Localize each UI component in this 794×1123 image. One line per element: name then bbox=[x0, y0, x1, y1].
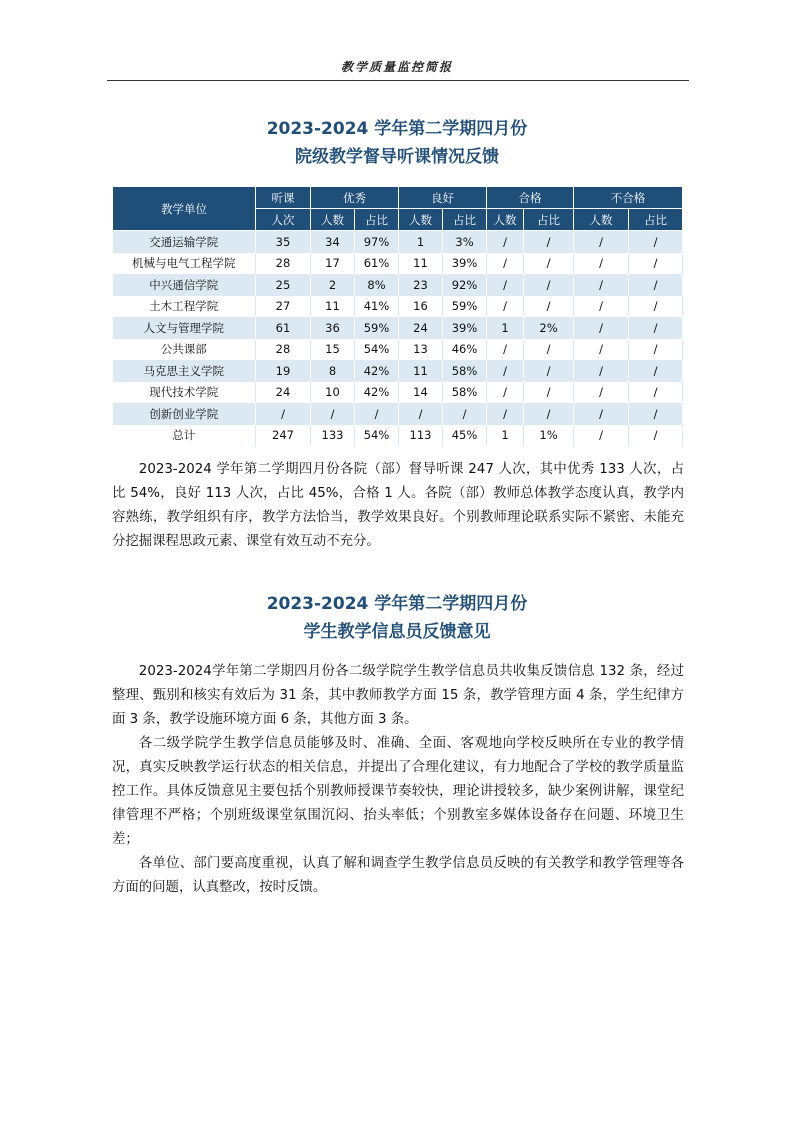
table-cell: 24 bbox=[399, 317, 443, 339]
table-cell: 23 bbox=[399, 274, 443, 296]
table-cell: / bbox=[487, 296, 524, 318]
table-cell-unit: 公共课部 bbox=[113, 339, 256, 361]
header-count: 人数 bbox=[487, 209, 524, 231]
table-cell: 16 bbox=[399, 296, 443, 318]
table-cell: / bbox=[629, 231, 683, 253]
header-ratio: 占比 bbox=[629, 209, 683, 231]
table-cell: 1 bbox=[399, 231, 443, 253]
table-cell: 27 bbox=[256, 296, 311, 318]
table-cell: 24 bbox=[256, 382, 311, 404]
header-listen-top: 听课 bbox=[256, 187, 311, 209]
table-cell: 61% bbox=[355, 253, 399, 275]
table-cell: 58% bbox=[443, 382, 487, 404]
table-cell: 39% bbox=[443, 253, 487, 275]
table-header-row-1 bbox=[113, 187, 683, 209]
table-cell: / bbox=[574, 253, 629, 275]
table-cell: / bbox=[574, 231, 629, 253]
header-count: 人数 bbox=[399, 209, 443, 231]
table-cell: / bbox=[487, 382, 524, 404]
section1-title-line1: 2023-2024 学年第二学期四月份 bbox=[266, 119, 528, 139]
table-cell: / bbox=[524, 296, 574, 318]
table-cell: / bbox=[524, 274, 574, 296]
table-cell: 28 bbox=[256, 253, 311, 275]
table-cell-unit: 总计 bbox=[113, 425, 256, 447]
table-cell: / bbox=[524, 382, 574, 404]
table-cell: 25 bbox=[256, 274, 311, 296]
table-row bbox=[113, 296, 683, 318]
table-cell: 11 bbox=[399, 360, 443, 382]
table-cell: 92% bbox=[443, 274, 487, 296]
table-cell: / bbox=[355, 403, 399, 425]
table-cell: 8 bbox=[311, 360, 355, 382]
table-cell: 28 bbox=[256, 339, 311, 361]
section2-paragraph-2: 各二级学院学生教学信息员能够及时、准确、全面、客观地向学校反映所在专业的教学情况，真实反映教学运行状态的相关信息，并提出了合理化建议，有力地配合了学校的教学质量监控工作。具体反馈意见主要包括个别教师授课节奏较快，理论讲授较多，缺少案例讲解，课堂纪律管理不严格；个别班级课堂氛围沉闷、抬头率低；个别教室多媒体设备存在问题、环境卫生差； bbox=[112, 736, 684, 847]
table-cell: 8% bbox=[355, 274, 399, 296]
section1-title-line2: 院级教学督导听课情况反馈 bbox=[295, 147, 499, 167]
section2-paragraph-3: 各单位、部门要高度重视，认真了解和调查学生教学信息员反映的有关教学和教学管理等各方面的问题，认真整改，按时反馈。 bbox=[112, 856, 684, 895]
table-cell-unit: 中兴通信学院 bbox=[113, 274, 256, 296]
table-cell: 45% bbox=[443, 425, 487, 447]
table-cell: 39% bbox=[443, 317, 487, 339]
table-row bbox=[113, 339, 683, 361]
table-cell: / bbox=[629, 296, 683, 318]
table-cell-unit: 机械与电气工程学院 bbox=[113, 253, 256, 275]
table-cell-unit: 马克思主义学院 bbox=[113, 360, 256, 382]
table-cell: / bbox=[256, 403, 311, 425]
header-good: 良好 bbox=[399, 187, 487, 209]
table-cell: / bbox=[487, 339, 524, 361]
table-cell: / bbox=[399, 403, 443, 425]
table-cell: 58% bbox=[443, 360, 487, 382]
table-cell: 3% bbox=[443, 231, 487, 253]
table-cell: / bbox=[574, 317, 629, 339]
table-cell: / bbox=[629, 317, 683, 339]
table-cell: 42% bbox=[355, 360, 399, 382]
table-cell: / bbox=[487, 274, 524, 296]
table-cell: / bbox=[574, 296, 629, 318]
table-cell: / bbox=[629, 339, 683, 361]
table-cell: / bbox=[487, 403, 524, 425]
table-cell: / bbox=[629, 403, 683, 425]
table-cell: 10 bbox=[311, 382, 355, 404]
table-cell: 133 bbox=[311, 425, 355, 447]
section2-title-line2: 学生教学信息员反馈意见 bbox=[303, 622, 491, 642]
table-cell: 41% bbox=[355, 296, 399, 318]
table-cell: 2 bbox=[311, 274, 355, 296]
table-cell: / bbox=[574, 382, 629, 404]
table-cell-unit: 人文与管理学院 bbox=[113, 317, 256, 339]
table-cell: 15 bbox=[311, 339, 355, 361]
table-cell: 59% bbox=[443, 296, 487, 318]
table-cell-unit: 交通运输学院 bbox=[113, 231, 256, 253]
header-count: 人数 bbox=[574, 209, 629, 231]
section1-paragraph: 2023-2024 学年第二学期四月份各院（部）督导听课 247 人次，其中优秀 133 人次，占比 54%，良好 113 人次，占比 45%，合格 1 人。各院（部）教师总体教学态度认真，教学内容熟练，教学组织有序，教学方法恰当，教学效果良好。个别教师理论联系实际不紧密、未能充分挖掘课程思政元素、课堂有效互动不充分。 bbox=[112, 462, 684, 549]
table-cell: 42% bbox=[355, 382, 399, 404]
table-cell: 97% bbox=[355, 231, 399, 253]
table-cell: 59% bbox=[355, 317, 399, 339]
table-row bbox=[113, 360, 683, 382]
table-cell-unit: 现代技术学院 bbox=[113, 382, 256, 404]
header-count: 人数 bbox=[311, 209, 355, 231]
table-cell: 19 bbox=[256, 360, 311, 382]
table-cell: 35 bbox=[256, 231, 311, 253]
table-cell: / bbox=[629, 253, 683, 275]
table-row bbox=[113, 403, 683, 425]
section2-body bbox=[112, 660, 684, 900]
table-cell: 1% bbox=[524, 425, 574, 447]
table-cell: 2% bbox=[524, 317, 574, 339]
table-cell: / bbox=[574, 403, 629, 425]
table-cell: / bbox=[524, 231, 574, 253]
table-cell: / bbox=[524, 403, 574, 425]
table-cell: / bbox=[524, 360, 574, 382]
header-listen-bottom: 人次 bbox=[256, 209, 311, 231]
table-row bbox=[113, 253, 683, 275]
table-cell: / bbox=[574, 339, 629, 361]
supervision-report-table bbox=[112, 186, 683, 446]
table-row bbox=[113, 425, 683, 447]
table-cell: 17 bbox=[311, 253, 355, 275]
table-cell: 46% bbox=[443, 339, 487, 361]
table-cell: / bbox=[574, 360, 629, 382]
table-cell: 11 bbox=[399, 253, 443, 275]
header-excellent: 优秀 bbox=[311, 187, 399, 209]
header-ratio: 占比 bbox=[355, 209, 399, 231]
table-body bbox=[113, 231, 683, 447]
section2-paragraph-1: 2023-2024学年第二学期四月份各二级学院学生教学信息员共收集反馈信息 132 条，经过整理、甄别和核实有效后为 31 条，其中教师教学方面 15 条，教学管理方面 4 条，学生纪律方面 3 条，教学设施环境方面 6 条，其他方面 3 条。 bbox=[112, 664, 684, 727]
table-cell: 1 bbox=[487, 317, 524, 339]
table-cell: 113 bbox=[399, 425, 443, 447]
table-cell: 34 bbox=[311, 231, 355, 253]
table-cell: 13 bbox=[399, 339, 443, 361]
table-cell: 36 bbox=[311, 317, 355, 339]
header-fail: 不合格 bbox=[574, 187, 683, 209]
table-cell: / bbox=[629, 425, 683, 447]
header-divider bbox=[107, 80, 689, 81]
table-cell-unit: 土木工程学院 bbox=[113, 296, 256, 318]
table-cell: / bbox=[574, 425, 629, 447]
table-row bbox=[113, 317, 683, 339]
newsletter-header-title: 教学质量监控简报 bbox=[340, 60, 453, 74]
table-row bbox=[113, 274, 683, 296]
table-cell: 54% bbox=[355, 425, 399, 447]
section2-title-line1: 2023-2024 学年第二学期四月份 bbox=[266, 594, 528, 614]
table-cell: 14 bbox=[399, 382, 443, 404]
table-cell: / bbox=[487, 253, 524, 275]
table-cell: / bbox=[311, 403, 355, 425]
header-unit: 教学单位 bbox=[113, 187, 256, 231]
table-row bbox=[113, 231, 683, 253]
table-cell: 1 bbox=[487, 425, 524, 447]
table-row bbox=[113, 382, 683, 404]
table-cell: / bbox=[487, 231, 524, 253]
table-cell: / bbox=[629, 360, 683, 382]
table-cell: / bbox=[443, 403, 487, 425]
header-pass: 合格 bbox=[487, 187, 574, 209]
header-ratio: 占比 bbox=[443, 209, 487, 231]
table-cell: 54% bbox=[355, 339, 399, 361]
table-cell: / bbox=[629, 382, 683, 404]
table-cell: 61 bbox=[256, 317, 311, 339]
table-cell: 247 bbox=[256, 425, 311, 447]
header-ratio: 占比 bbox=[524, 209, 574, 231]
table-cell: / bbox=[487, 360, 524, 382]
table-cell: / bbox=[574, 274, 629, 296]
table-cell: / bbox=[524, 339, 574, 361]
table-cell: / bbox=[629, 274, 683, 296]
section1-summary bbox=[112, 458, 684, 554]
table-cell-unit: 创新创业学院 bbox=[113, 403, 256, 425]
table-cell: 11 bbox=[311, 296, 355, 318]
table-cell: / bbox=[524, 253, 574, 275]
